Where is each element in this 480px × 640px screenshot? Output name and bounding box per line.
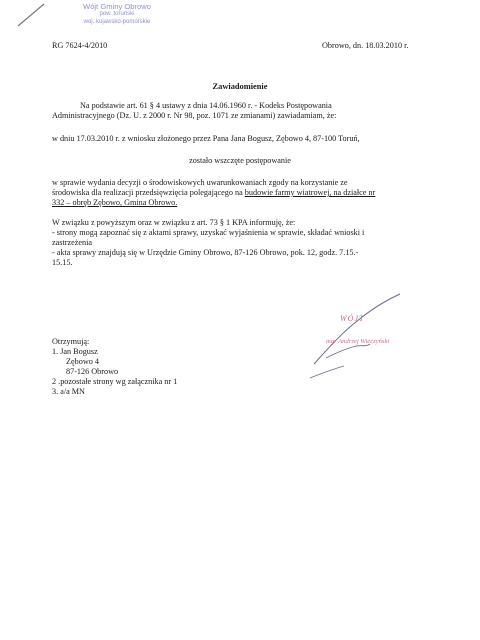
matter-line-1: w sprawie wydania decyzji o środowiskowych uwarunkowaniach zgody na korzystanie ze xyxy=(52,178,348,187)
signature-name: mgr Andrzej Wieczyński xyxy=(326,338,390,345)
reference-number: RG 7624-4/2010 xyxy=(52,41,108,50)
info-line-4: - akta sprawy znajdują się w Urzędzie Gminy Obrowo, 87-126 Obrowo, pok. 12, godz. 7.15.- xyxy=(52,248,359,257)
matter-line-2 xyxy=(52,188,375,198)
matter-line-2-plain: środowiska dla realizacji przedsięwzięcia polegającego na xyxy=(52,188,245,197)
recipient-1-name: 1. Jan Bogusz xyxy=(52,347,98,356)
stamp-line-3: woj. kujawsko-pomorskie xyxy=(83,18,151,25)
signature-stamp: WÓJT xyxy=(340,314,365,323)
initiated-line: zostało wszczęte postępowanie xyxy=(189,156,291,165)
recipient-3: 3. a/a MN xyxy=(52,387,85,396)
info-line-1: W związku z powyższym oraz w związku z art. 73 § 1 KPA informuję, że: xyxy=(52,218,296,227)
intro-line-2: Administracyjnego (Dz. U. z 2000 r. Nr 98, poz. 1071 ze zmianami) zawiadamiam, że: xyxy=(52,111,337,120)
office-stamp xyxy=(62,2,172,26)
stamp-line-1: Wójt Gminy Obrowo xyxy=(83,2,151,11)
scan-line xyxy=(18,4,44,26)
recipient-1-address-2: 87-126 Obrowo xyxy=(66,367,119,376)
matter-line-3: 332 – obręb Zębowo, Gmina Obrowo. xyxy=(52,198,178,207)
info-line-2: - strony mogą zapoznać się z aktami sprawy, uzyskać wyjaśnienia w sprawie, składać wnioski i xyxy=(52,228,365,237)
recipient-2: 2 .pozostałe strony wg załącznika nr 1 xyxy=(52,377,178,386)
matter-underlined-1: budowie farmy wiatrowej, na działce nr xyxy=(244,188,376,197)
document-title: Zawiadomienie xyxy=(212,82,268,91)
intro-line-1: Na podstawie art. 61 § 4 ustawy z dnia 14.06.1960 r. - Kodeks Postępowania xyxy=(80,101,332,110)
recipient-1-address-1: Zębowo 4 xyxy=(66,357,99,366)
recipients-heading: Otrzymują: xyxy=(52,337,90,346)
stamp-line-2: pow. toruński xyxy=(99,11,135,17)
info-line-5: 15.15. xyxy=(52,258,73,267)
request-line: w dniu 17.03.2010 r. z wniosku złożonego przez Pana Jana Bogusz, Zębowo 4, 87-100 Toruń, xyxy=(52,134,360,143)
place-date: Obrowo, dn. 18.03.2010 r. xyxy=(322,41,409,50)
info-line-3: zastrzeżenia xyxy=(52,238,92,247)
